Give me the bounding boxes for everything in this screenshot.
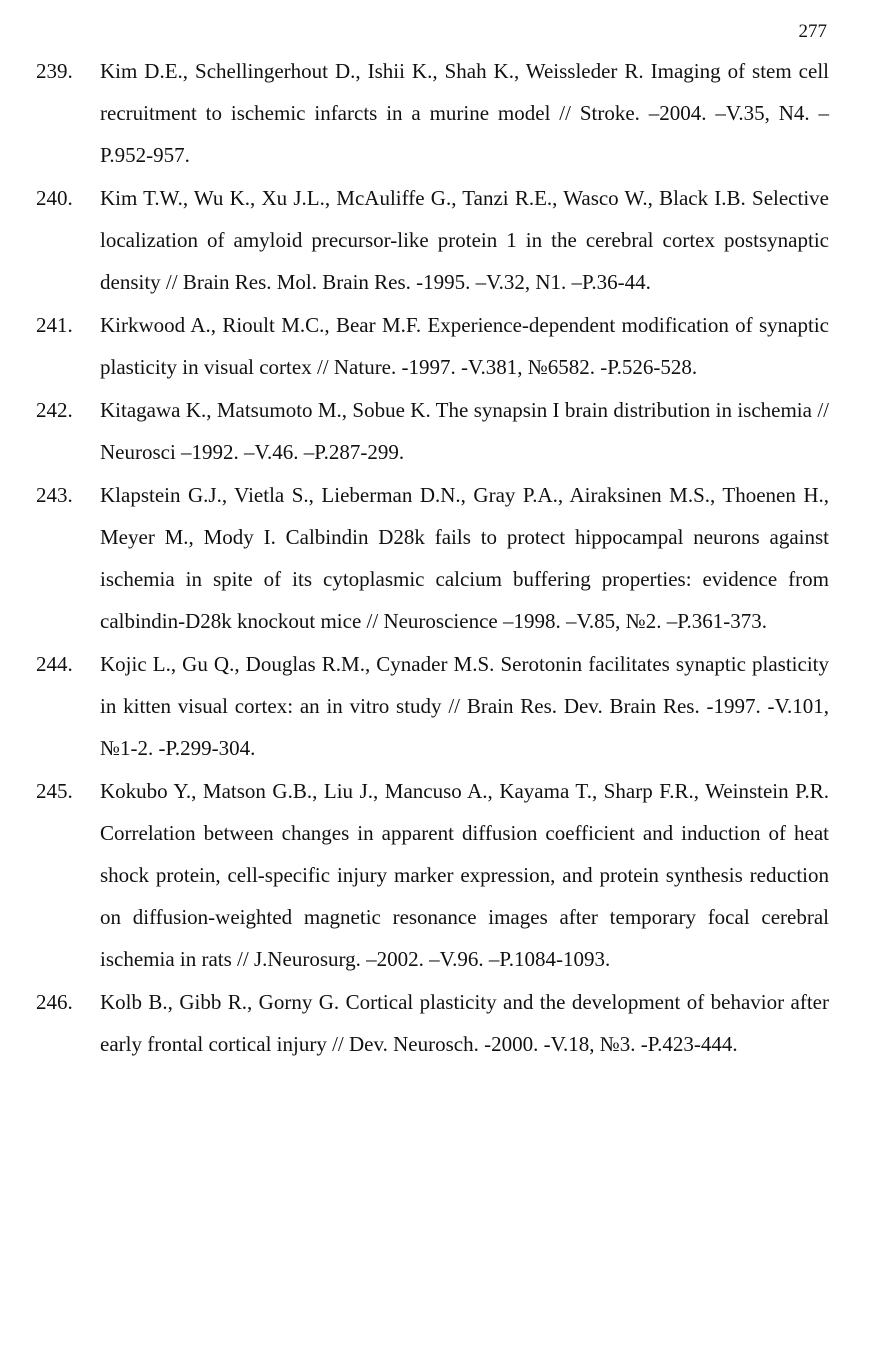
reference-number: 241. (36, 313, 73, 337)
reference-text: Kitagawa K., Matsumoto M., Sobue K. The synapsin I brain distribution in ischemia // Neurosci –1992. –V.46. –P.287-299. (100, 398, 829, 464)
reference-number: 244. (36, 652, 73, 676)
reference-text: Kokubo Y., Matson G.B., Liu J., Mancuso A., Kayama T., Sharp F.R., Weinstein P.R. Correlation between changes in apparent diffusion coefficient and induction of heat shock protein, cell-specific injury marker expression, and protein synthesis reduction on diffusion-weighted magnetic resonance images after temporary focal cerebral ischemia in rats // J.Neurosurg. –2002. –V.96. –P.1084-1093. (100, 779, 829, 971)
reference-number: 240. (36, 186, 73, 210)
reference-text: Kojic L., Gu Q., Douglas R.M., Cynader M.S. Serotonin facilitates synaptic plasticity in kitten visual cortex: an in vitro study // Brain Res. Dev. Brain Res. -1997. -V.101, №1-2. -P.299-304. (100, 652, 829, 760)
reference-item (0, 474, 829, 642)
reference-list (0, 50, 869, 1066)
reference-item (0, 50, 829, 176)
reference-text: Kolb B., Gibb R., Gorny G. Cortical plasticity and the development of behavior after early frontal cortical injury // Dev. Neurosch. -2000. -V.18, №3. -P.423-444. (100, 990, 829, 1056)
reference-item (0, 177, 829, 303)
reference-number: 242. (36, 398, 73, 422)
reference-text: Kim D.E., Schellingerhout D., Ishii K., Shah K., Weissleder R. Imaging of stem cell recruitment to ischemic infarcts in a murine model // Stroke. –2004. –V.35, N4. –P.952-957. (100, 59, 829, 167)
reference-item (0, 389, 829, 473)
reference-item (0, 304, 829, 388)
reference-number: 246. (36, 990, 73, 1014)
page-number: 277 (798, 21, 827, 42)
reference-item (0, 770, 829, 980)
reference-number: 243. (36, 483, 73, 507)
reference-text: Kim T.W., Wu K., Xu J.L., McAuliffe G., Tanzi R.E., Wasco W., Black I.B. Selective localization of amyloid precursor-like protein 1 in the cerebral cortex postsynaptic density // Brain Res. Mol. Brain Res. -1995. –V.32, N1. –P.36-44. (100, 186, 829, 294)
reference-number: 239. (36, 59, 73, 83)
reference-number: 245. (36, 779, 73, 803)
reference-text: Klapstein G.J., Vietla S., Lieberman D.N., Gray P.A., Airaksinen M.S., Thoenen H., Meyer M., Mody I. Calbindin D28k fails to protect hippocampal neurons against ischemia in spite of its cytoplasmic calcium buffering properties: evidence from calbindin-D28k knockout mice // Neuroscience –1998. –V.85, №2. –P.361-373. (100, 483, 829, 633)
reference-item (0, 981, 829, 1065)
reference-item (0, 643, 829, 769)
reference-text: Kirkwood A., Rioult M.C., Bear M.F. Experience-dependent modification of synaptic plasticity in visual cortex // Nature. -1997. -V.381, №6582. -P.526-528. (100, 313, 829, 379)
